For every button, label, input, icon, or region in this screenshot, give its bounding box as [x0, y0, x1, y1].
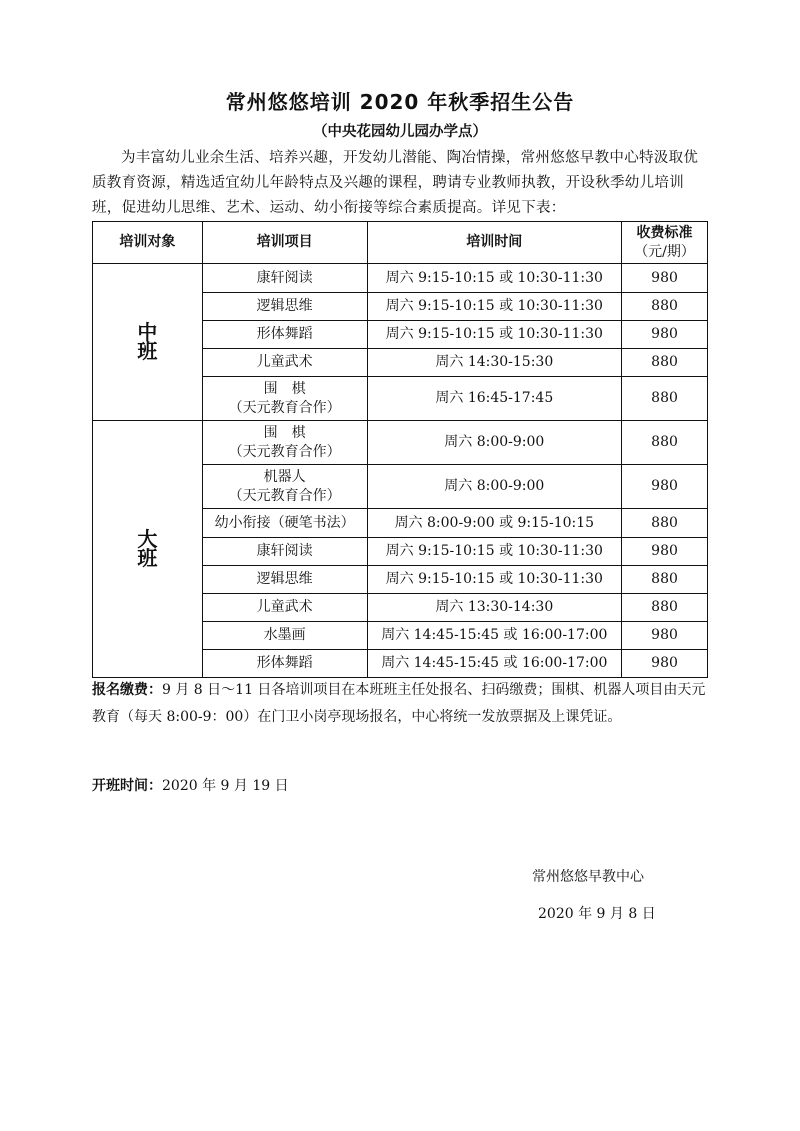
- fee-cell: 980: [622, 622, 708, 650]
- start-label: 开班时间：: [92, 778, 162, 794]
- schedule-table: [92, 221, 708, 678]
- item-cell: [202, 594, 367, 622]
- group-label-bottom: 班: [137, 546, 158, 570]
- item-cell: [202, 264, 367, 293]
- fee-cell: 980: [622, 650, 708, 678]
- item-cell: [202, 622, 367, 650]
- fee-cell: 980: [622, 321, 708, 349]
- item-cell: [202, 321, 367, 349]
- header-fee-line2: （元/期）: [634, 243, 695, 260]
- registration-note: [92, 677, 712, 731]
- group-label-bottom: 班: [137, 339, 158, 363]
- header-item: 培训项目: [202, 222, 367, 264]
- item-partner: （天元教育合作）: [228, 399, 341, 416]
- time-cell: 周六 9:15-10:15 或 10:30-11:30: [367, 264, 622, 293]
- table-header-row: [93, 222, 708, 264]
- item-name: 逻辑思维: [256, 571, 313, 587]
- item-name: 儿童武术: [256, 599, 313, 615]
- table-row: [93, 264, 708, 293]
- page-title: 常州悠悠培训 2020 年秋季招生公告: [225, 90, 575, 114]
- fee-cell: 980: [622, 538, 708, 566]
- item-name: 围 棋: [263, 380, 306, 397]
- group-label-top: 中: [137, 320, 158, 344]
- fee-cell: 880: [622, 566, 708, 594]
- item-name: 康轩阅读: [256, 269, 313, 286]
- schedule-body: [93, 264, 708, 678]
- item-name: 机器人: [263, 468, 306, 485]
- time-cell: 周六 8:00-9:00: [367, 465, 622, 509]
- fee-cell: 880: [622, 421, 708, 465]
- time-cell: 周六 14:45-15:45 或 16:00-17:00: [367, 622, 622, 650]
- item-cell: [202, 293, 367, 321]
- time-cell: 周六 9:15-10:15 或 10:30-11:30: [367, 293, 622, 321]
- fee-cell: 880: [622, 349, 708, 377]
- item-name: 形体舞蹈: [256, 655, 313, 671]
- group-label-cell: [93, 264, 203, 421]
- item-partner: （天元教育合作）: [228, 487, 341, 504]
- time-cell: 周六 16:45-17:45: [367, 377, 622, 421]
- header-fee: [622, 222, 708, 264]
- item-name: 围 棋: [263, 424, 306, 441]
- signature-org: 常州悠悠早教中心: [532, 869, 644, 885]
- header-time: 培训时间: [367, 222, 622, 264]
- fee-cell: 880: [622, 293, 708, 321]
- time-cell: 周六 9:15-10:15 或 10:30-11:30: [367, 566, 622, 594]
- item-cell: [202, 465, 367, 509]
- item-name: 形体舞蹈: [256, 326, 313, 342]
- group-label-cell: [93, 421, 203, 678]
- intro-paragraph: 为丰富幼儿业余生活、培养兴趣，开发幼儿潜能、陶冶情操，常州悠悠早教中心特汲取优质教育资源，精选适宜幼儿年龄特点及兴趣的课程，聘请专业教师执教，开设秋季幼儿培训班，促进幼儿思维、艺术、运动、幼小衔接等综合素质提高。详见下表：: [92, 150, 699, 216]
- registration-text: 9 月 8 日～11 日各培训项目在本班班主任处报名、扫码缴费；围棋、机器人项目由天元教育（每天 8:00-9：00）在门卫小岗亭现场报名，中心将统一发放票据及上课凭证。: [92, 682, 706, 725]
- fee-cell: 880: [622, 509, 708, 538]
- item-name: 幼小衔接（硬笔书法）: [214, 514, 355, 531]
- signature-date: 2020 年 9 月 8 日: [538, 906, 656, 922]
- fee-cell: 980: [622, 264, 708, 293]
- item-cell: [202, 566, 367, 594]
- fee-cell: 880: [622, 594, 708, 622]
- time-cell: 周六 13:30-14:30: [367, 594, 622, 622]
- item-cell: [202, 509, 367, 538]
- item-name: 康轩阅读: [256, 543, 313, 559]
- start-date-note: [92, 775, 289, 795]
- item-partner: （天元教育合作）: [228, 443, 341, 460]
- table-row: [93, 421, 708, 465]
- item-cell: [202, 349, 367, 377]
- time-cell: 周六 9:15-10:15 或 10:30-11:30: [367, 538, 622, 566]
- page-subtitle: （中央花园幼儿园办学点）: [313, 124, 487, 140]
- group-label-top: 大: [137, 527, 158, 551]
- item-name: 水墨画: [263, 627, 306, 643]
- time-cell: 周六 14:30-15:30: [367, 349, 622, 377]
- registration-label: 报名缴费：: [92, 682, 162, 698]
- item-cell: [202, 538, 367, 566]
- item-name: 儿童武术: [256, 354, 313, 370]
- fee-cell: 980: [622, 465, 708, 509]
- start-text: 2020 年 9 月 19 日: [162, 778, 289, 794]
- header-fee-line1: 收费标准: [636, 224, 693, 241]
- header-target: 培训对象: [93, 222, 203, 264]
- time-cell: 周六 8:00-9:00 或 9:15-10:15: [367, 509, 622, 538]
- item-cell: [202, 377, 367, 421]
- item-name: 逻辑思维: [256, 298, 313, 314]
- item-cell: [202, 650, 367, 678]
- item-cell: [202, 421, 367, 465]
- time-cell: 周六 9:15-10:15 或 10:30-11:30: [367, 321, 622, 349]
- time-cell: 周六 8:00-9:00: [367, 421, 622, 465]
- fee-cell: 880: [622, 377, 708, 421]
- time-cell: 周六 14:45-15:45 或 16:00-17:00: [367, 650, 622, 678]
